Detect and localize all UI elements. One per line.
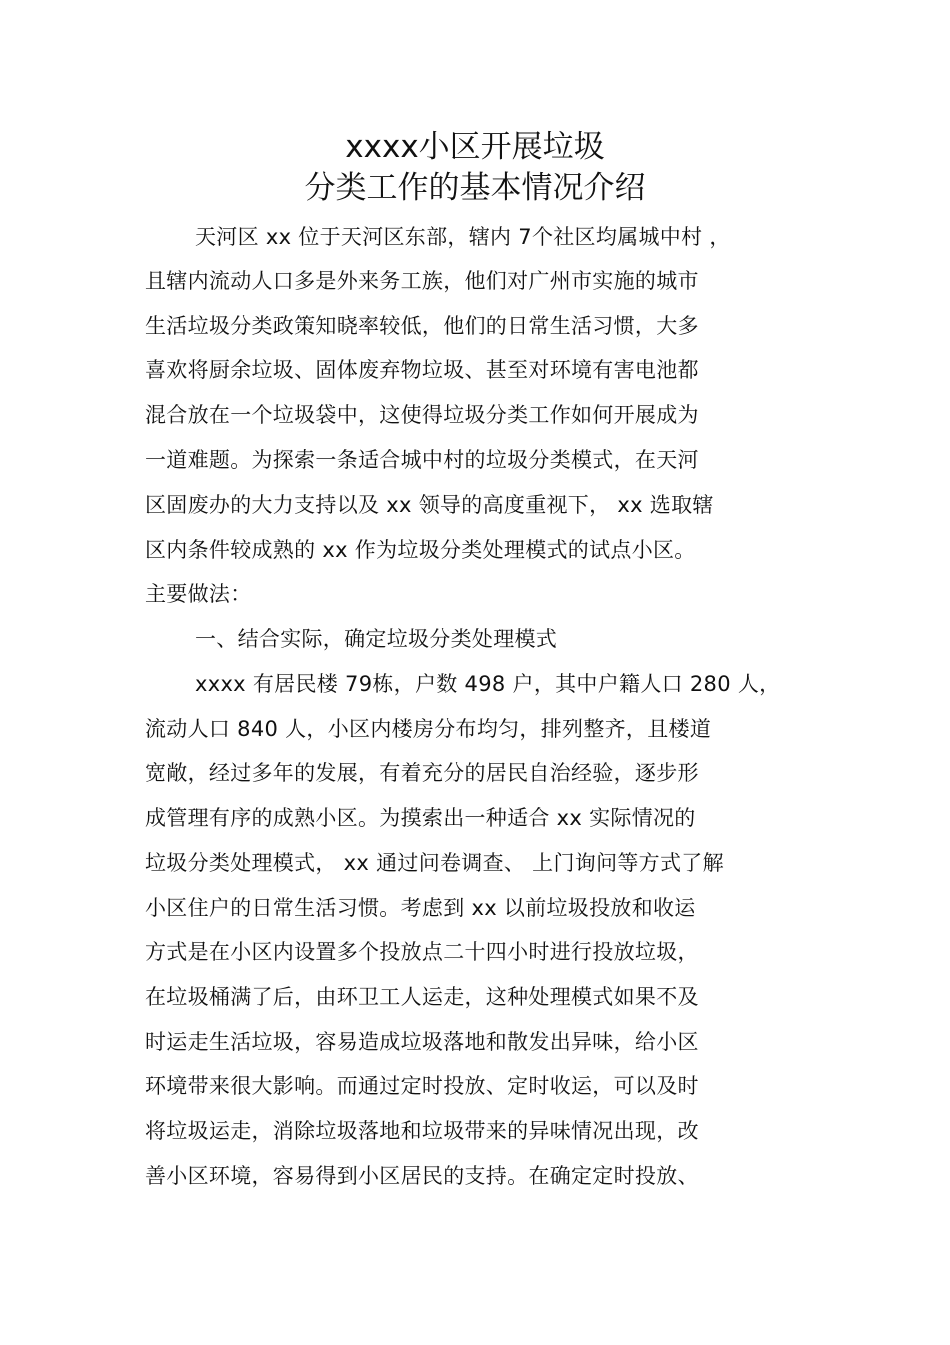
paragraph-line: 且辖内流动人口多是外来务工族，他们对广州市实施的城市 <box>145 269 699 293</box>
paragraph-line: 环境带来很大影响。而通过定时投放、定时收运，可以及时 <box>145 1074 699 1098</box>
document-title-line-1: xxxx小区开展垃圾 <box>345 129 605 165</box>
paragraph-line: 方式是在小区内设置多个投放点二十四小时进行投放垃圾， <box>145 940 699 964</box>
paragraph-line: 将垃圾运走，消除垃圾落地和垃圾带来的异味情况出现，改 <box>145 1119 699 1143</box>
paragraph-line: 善小区环境，容易得到小区居民的支持。在确定定时投放、 <box>145 1164 699 1188</box>
paragraph-line: 天河区 xx 位于天河区东部，辖内 7个社区均属城中村 ， <box>195 225 731 249</box>
paragraph-line: 宽敞，经过多年的发展，有着充分的居民自治经验，逐步形 <box>145 761 699 785</box>
paragraph-line: 喜欢将厨余垃圾、固体废弃物垃圾、甚至对环境有害电池都 <box>145 358 699 382</box>
paragraph-line: 区固废办的大力支持以及 xx 领导的高度重视下， xx 选取辖 <box>145 493 714 517</box>
paragraph-line: 生活垃圾分类政策知晓率较低，他们的日常生活习惯，大多 <box>145 314 699 338</box>
paragraph-line: 在垃圾桶满了后，由环卫工人运走，这种处理模式如果不及 <box>145 985 699 1009</box>
paragraph-line: 小区住户的日常生活习惯。考虑到 xx 以前垃圾投放和收运 <box>145 896 696 920</box>
paragraph-line: 区内条件较成熟的 xx 作为垃圾分类处理模式的试点小区。 <box>145 538 696 562</box>
paragraph-line: 成管理有序的成熟小区。为摸索出一种适合 xx 实际情况的 <box>145 806 696 830</box>
section-heading: 一、结合实际，确定垃圾分类处理模式 <box>195 627 558 651</box>
paragraph-line: 垃圾分类处理模式， xx 通过问卷调查、 上门询问等方式了解 <box>145 851 724 875</box>
section-label: 主要做法： <box>145 582 252 606</box>
paragraph-line: 时运走生活垃圾，容易造成垃圾落地和散发出异味，给小区 <box>145 1030 699 1054</box>
document-title-line-2: 分类工作的基本情况介绍 <box>304 170 646 206</box>
paragraph-line: 混合放在一个垃圾袋中，这使得垃圾分类工作如何开展成为 <box>145 403 699 427</box>
paragraph-line: 流动人口 840 人，小区内楼房分布均匀，排列整齐，且楼道 <box>145 717 712 741</box>
paragraph-line: xxxx 有居民楼 79栋，户数 498 户，其中户籍人口 280 人， <box>195 672 781 696</box>
paragraph-line: 一道难题。为探索一条适合城中村的垃圾分类模式，在天河 <box>145 448 699 472</box>
